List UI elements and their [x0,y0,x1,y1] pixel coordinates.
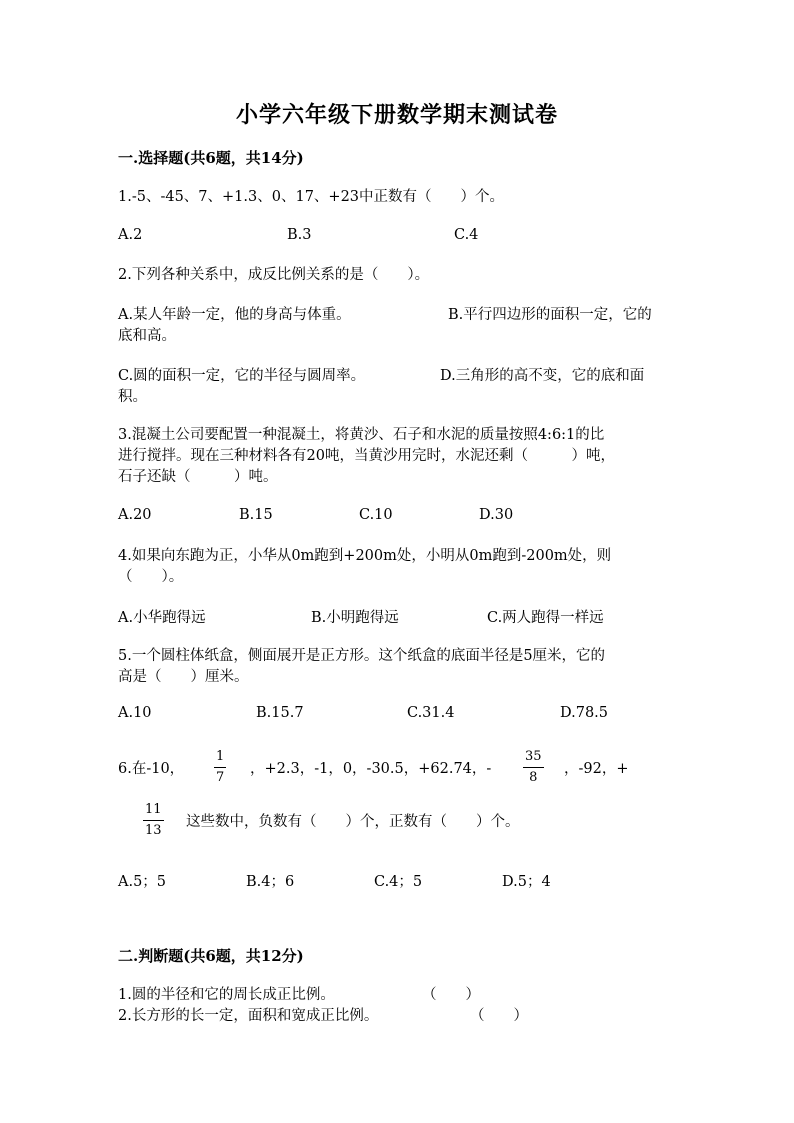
fraction-denominator: 13 [145,823,162,838]
fraction-numerator: 11 [145,802,162,817]
q4-option-c: C.两人跑得一样远 [487,610,604,626]
question-6-part4: 这些数中，负数有（ ）个，正数有（ ）个。 [186,814,520,830]
q2-option-a: A.某人年龄一定，他的身高与体重。 [118,307,351,323]
q2-option-d: D.三角形的高不变，它的底和面 [440,368,645,384]
q6-option-b: B.4；6 [246,874,295,890]
question-5-line1: 5.一个圆柱体纸盒，侧面展开是正方形。这个纸盒的底面半径是5厘米，它的 [118,648,606,664]
question-3-line1: 3.混凝土公司要配置一种混凝土，将黄沙、石子和水泥的质量按照4:6:1的比 [118,427,605,443]
judgement-item-1-blank: （ ） [422,987,480,1003]
q3-option-b: B.15 [239,507,273,523]
page-title: 小学六年级下册数学期末测试卷 [235,102,558,128]
fraction-denominator: 7 [216,770,225,785]
question-1: 1.-5、-45、7、+1.3、0、17、+23中正数有（ ）个。 [118,189,505,205]
question-6-part3: ，-92，+ [564,761,629,777]
fraction-numerator: 1 [216,749,225,764]
fraction-1-7 [214,749,226,786]
q2-option-d-cont: 积。 [118,389,147,405]
question-6-part2: ，+2.3，-1，0，-30.5，+62.74，- [250,761,492,777]
q3-option-a: A.20 [118,507,152,523]
fraction-bar [143,820,164,821]
q6-option-c: C.4；5 [374,874,423,890]
q1-option-b: B.3 [287,227,312,243]
fraction-bar [523,767,544,768]
q2-option-b: B.平行四边形的面积一定，它的 [448,307,652,323]
q5-option-c: C.31.4 [407,705,455,721]
q6-option-a: A.5；5 [118,874,167,890]
judgement-item-2-blank: （ ） [470,1008,528,1024]
q5-option-a: A.10 [118,705,152,721]
fraction-numerator: 35 [525,749,542,764]
section-heading-judgement: 二.判断题(共6题，共12分) [118,947,304,965]
fraction-35-8 [523,749,544,786]
q4-option-a: A.小华跑得远 [118,610,206,626]
fraction-11-13 [143,802,164,839]
q1-option-a: A.2 [118,227,143,243]
question-4-line2: （ ）。 [118,569,184,585]
q2-option-c: C.圆的面积一定，它的半径与圆周率。 [118,368,366,384]
question-2: 2.下列各种关系中，成反比例关系的是（ ）。 [118,267,430,283]
question-4-line1: 4.如果向东跑为正，小华从0m跑到+200m处，小明从0m跑到-200m处，则 [118,548,612,564]
q3-option-c: C.10 [359,507,393,523]
judgement-item-2: 2.长方形的长一定，面积和宽成正比例。 [118,1008,379,1024]
q6-option-d: D.5；4 [502,874,551,890]
q2-option-b-cont: 底和高。 [118,328,176,344]
question-5-line2: 高是（ ）厘米。 [118,669,249,685]
q3-option-d: D.30 [479,507,514,523]
q1-option-c: C.4 [454,227,479,243]
q5-option-d: D.78.5 [560,705,609,721]
judgement-item-1: 1.圆的半径和它的周长成正比例。 [118,987,335,1003]
section-heading-choice: 一.选择题(共6题，共14分) [118,149,304,167]
q4-option-b: B.小明跑得远 [311,610,399,626]
question-3-line3: 石子还缺（ ）吨。 [118,469,278,485]
q5-option-b: B.15.7 [256,705,304,721]
fraction-bar [214,767,226,768]
question-6-part1: 6.在-10， [118,761,185,777]
question-3-line2: 进行搅拌。现在三种材料各有20吨，当黄沙用完时，水泥还剩（ ）吨， [118,448,615,464]
fraction-denominator: 8 [529,770,538,785]
